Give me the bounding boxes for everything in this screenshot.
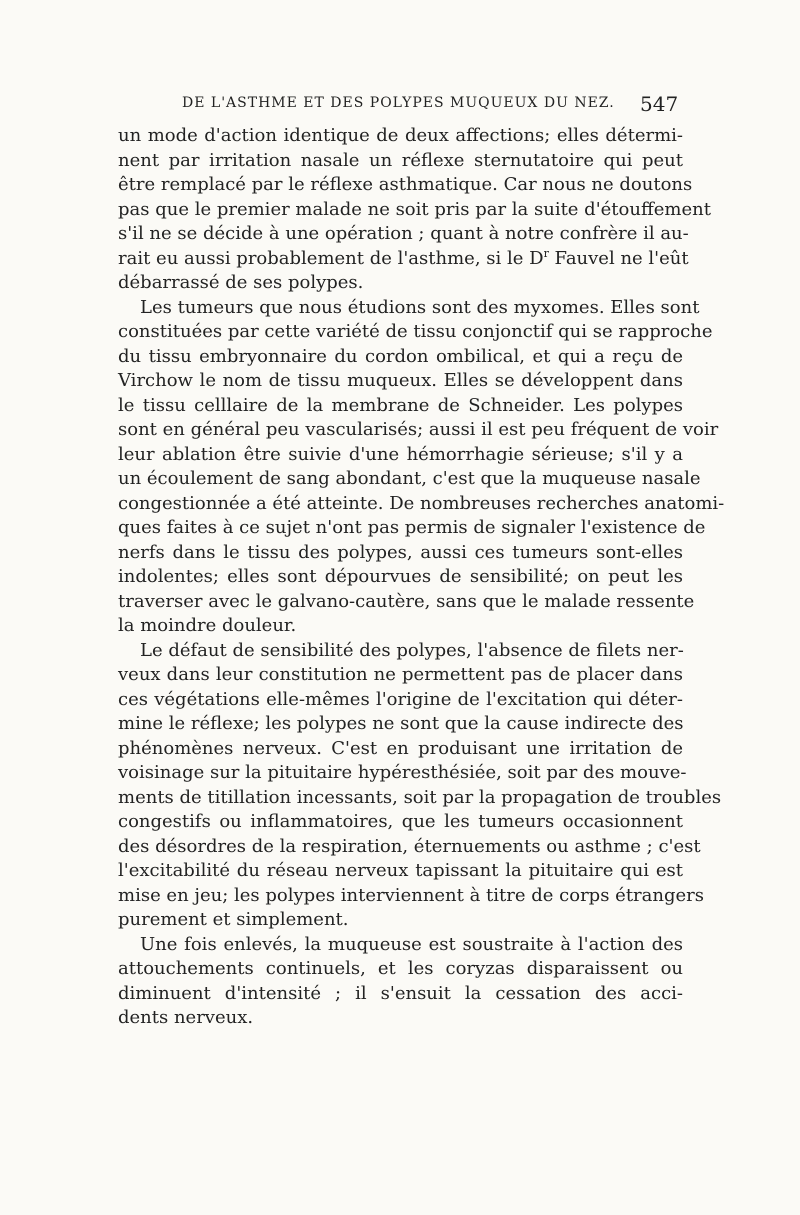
text-line-part: rait eu aussi probablement de l'asthme, si le D [118,247,544,269]
text-line: le tissu celllaire de la membrane de Schneider. Les polypes [118,394,683,416]
text-line: des désordres de la respiration, éternuements ou asthme ; c'est [118,835,701,857]
text-line: congestionnée a été atteinte. De nombreuses recherches anatomi- [118,492,725,514]
text-line: nerfs dans le tissu des polypes, aussi ces tumeurs sont-elles [118,541,683,563]
text-line: Les tumeurs que nous étudions sont des myxomes. Elles sont [140,296,700,318]
text-line: voisinage sur la pituitaire hypéresthésiée, soit par des mouve- [118,762,687,783]
text-line: la moindre douleur. [118,615,297,636]
text-line: dents nerveux. [118,1007,254,1028]
text-line: indolentes; elles sont dépourvues de sensibilité; on peut les [118,566,683,587]
text-line: ments de titillation incessants, soit par la propagation de troubles [118,786,722,808]
text-line: Une fois enlevés, la muqueuse est soustraite à l'action des [140,933,683,955]
text-line: ques faites à ce sujet n'ont pas permis de signaler l'existence de [118,517,706,538]
text-line: purement et simplement. [118,909,349,930]
text-line: veux dans leur constitution ne permettent pas de placer dans [118,664,683,685]
body-text [118,124,725,1031]
text-line: leur ablation être suivie d'une hémorrhagie sérieuse; s'il y a [118,443,683,465]
text-line: un mode d'action identique de deux affections; elles détermi- [118,125,683,146]
text-line: nent par irritation nasale un réflexe sternutatoire qui peut [118,149,683,171]
text-line: être remplacé par le réflexe asthmatique. Car nous ne doutons [118,174,693,195]
page-number: 547 [640,92,679,116]
text-line: sont en général peu vascularisés; aussi il est peu fréquent de voir [118,419,719,440]
running-title: DE L'ASTHME ET DES POLYPES MUQUEUX DU NEZ. [182,95,615,111]
text-line: débarrassé de ses polypes. [118,272,364,293]
text-line: s'il ne se décide à une opération ; quant à notre confrère il au- [118,223,689,244]
text-line: mise en jeu; les polypes interviennent à titre de corps étrangers [118,884,704,906]
text-line-part: Fauvel ne l'eût [548,247,689,269]
text-line: constituées par cette variété de tissu conjonctif qui se rapproche [118,321,713,342]
text-line: congestifs ou inflammatoires, que les tumeurs occasionnent [118,811,683,832]
text-line: traverser avec le galvano-cautère, sans que le malade ressente [118,590,695,612]
text-line: attouchements continuels, et les coryzas disparaissent ou [118,958,683,979]
text-line: du tissu embryonnaire du cordon ombilical, et qui a reçu de [118,345,683,367]
text-line: diminuent d'intensité ; il s'ensuit la cessation des acci- [118,982,683,1004]
text-line: ces végétations elle-mêmes l'origine de l'excitation qui déter- [118,688,683,710]
text-line: phénomènes nerveux. C'est en produisant une irritation de [118,737,683,759]
superscript: r [543,246,549,260]
text-line: l'excitabilité du réseau nerveux tapissant la pituitaire qui est [118,860,683,881]
text-line: pas que le premier malade ne soit pris par la suite d'étouffement [118,198,711,220]
text-line: Virchow le nom de tissu muqueux. Elles se développent dans [118,370,683,391]
text-line: un écoulement de sang abondant, c'est que la muqueuse nasale [118,468,701,489]
text-line: mine le réflexe; les polypes ne sont que la cause indirecte des [118,713,684,734]
text-line: Le défaut de sensibilité des polypes, l'absence de filets ner- [140,639,684,661]
text-line [118,246,689,272]
